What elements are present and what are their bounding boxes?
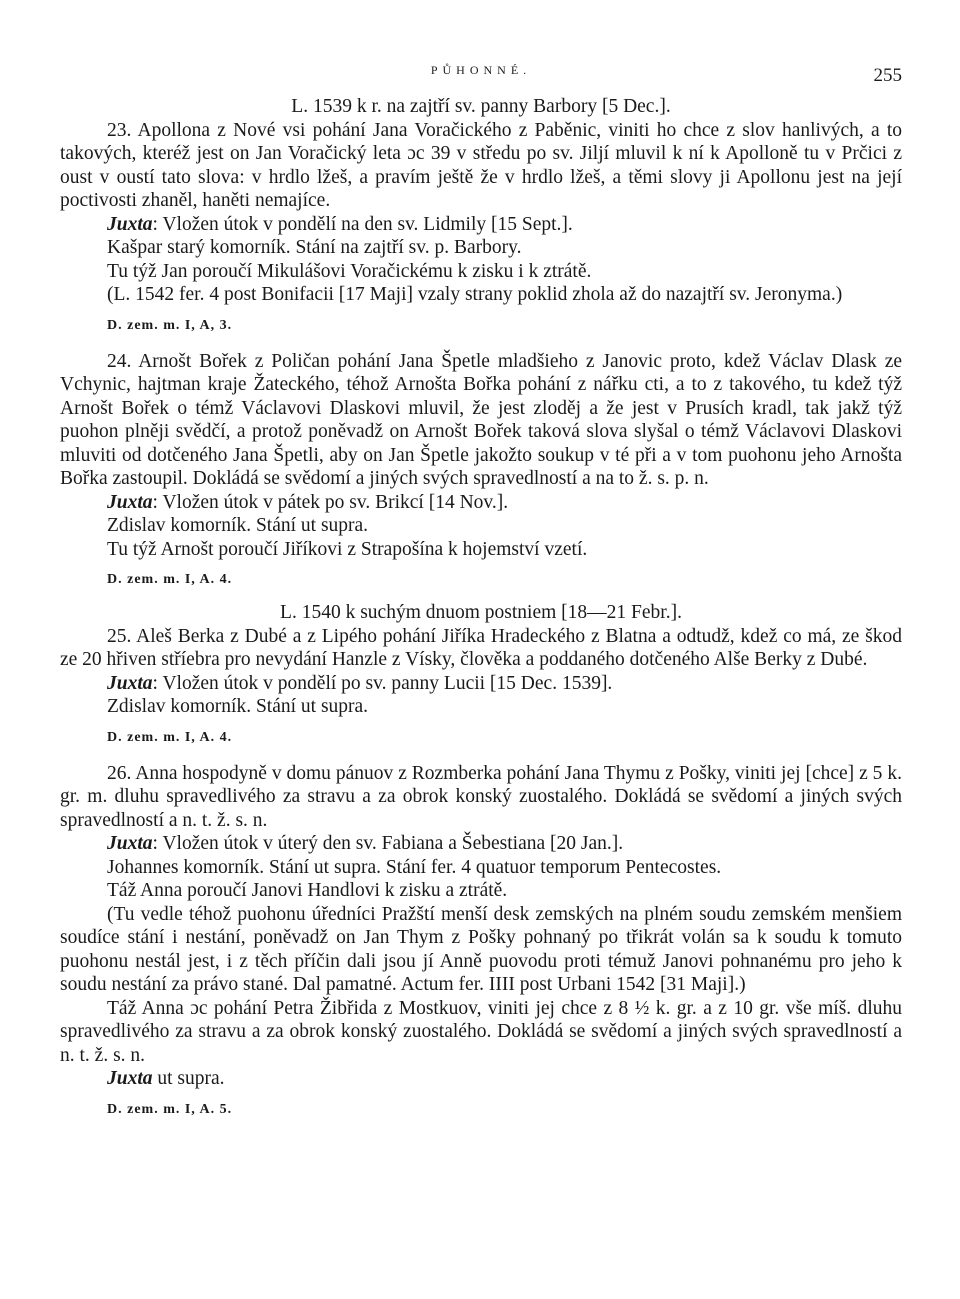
entry-26	[60, 762, 902, 1119]
running-head	[60, 61, 902, 86]
juxta-text: : Vložen útok v pondělí po sv. panny Lucii [15 Dec. 1539].	[152, 672, 613, 694]
entry-26-source: D. zem. m. I, A. 5.	[107, 1101, 233, 1117]
entry-23-text: 23. Apollona z Nové vsi pohání Jana Voračického z Paběnic, viniti ho chce z slov hanlivých, a to takových, kteréž jest on Jan Voračický leta ɔc 39 v středu po sv. Jiljí mluvil k ní k Apolloně tu v Prčici z oust v oustí tato slova: v hrdlo lžeš, a pravím ještě že v hrdlo lžeš, a těmi slovy ji Apollonu jest na její poctivosti zhaněl, haněti nemajíce.	[60, 119, 902, 211]
juxta-label: Juxta	[107, 1068, 153, 1089]
juxta-label: Juxta	[107, 833, 153, 854]
entry-26-second-paragraph: Táž Anna ɔc pohání Petra Žibřida z Mostkuov, viniti jej chce z 8 ½ k. gr. a z 10 gr. vše míš. dluhu spravedlivého za stravu a za obrok konský zuostalého. Dokládá se svědomí a jiných svých spravedlností a n. t. ž. s. n.	[60, 997, 902, 1066]
entry-23-note: (L. 1542 fer. 4 post Bonifacii [17 Maji] vzaly strany poklid zhola až do nazajtří sv. Jeronyma.)	[107, 284, 843, 305]
entry-26-line: Táž Anna poroučí Janovi Handlovi k zisku a ztrátě.	[107, 880, 508, 901]
entry-23	[60, 119, 902, 335]
entry-26-line: Johannes komorník. Stání ut supra. Stání fer. 4 quatuor temporum Pentecostes.	[107, 856, 722, 878]
year-heading-1539: L. 1539 k r. na zajtří sv. panny Barbory [5 Dec.].	[291, 96, 671, 117]
entry-26-juxta-2	[60, 1067, 902, 1091]
entry-24-juxta	[60, 491, 902, 515]
entry-25	[60, 625, 902, 747]
entry-24-text: 24. Arnošt Bořek z Poličan pohání Jana Špetle mladšieho z Janovic proto, kdež Václav Dlask ze Vchynic, hajtman kraje Žateckého, téhož Arnošta Bořka pohání z nářku cti, a to z takového, tu kdež týž Arnošt Bořek o témž Václavovi Dlaskovi mluvil, že jest zloděj a že jest v Prusích kradl, tak jakž týž puohon plněji svědčí, a protož poněvadž on Arnošt Bořek taková slova slyšal o témž Václavovi Dlaskovi mluviti od dotčeného Jana Špetli, aby on Jan Špetle jakožto soukup v té při a v tom puohonu jeho Arnošta Bořka zastoupil. Dokládá se svědomí a jiných svých spravedlností a na to ž. s. p. n.	[60, 350, 902, 489]
entry-26-text: 26. Anna hospodyně v domu pánuov z Rozmberka pohání Jana Thymu z Pošky, viniti jej [chce] z 5 k. gr. m. dluhu spravedlivého za stravu a za obrok konský zuostalého. Dokládá se svědomí a jiných svých spravedlností a n. t. ž. s. n.	[60, 762, 902, 831]
juxta-label: Juxta	[107, 213, 153, 235]
juxta-label: Juxta	[107, 672, 153, 694]
entry-23-source: D. zem. m. I, A, 3.	[107, 317, 233, 333]
entry-23-line: Kašpar starý komorník. Stání na zajtří sv. p. Barbory.	[107, 237, 522, 258]
juxta-text: : Vložen útok v úterý den sv. Fabiana a Šebestiana [20 Jan.].	[152, 833, 624, 854]
juxta-text: : Vložen útok v pátek po sv. Brikcí [14 Nov.].	[152, 491, 509, 513]
juxta-text: : Vložen útok v pondělí na den sv. Lidmily [15 Sept.].	[152, 213, 573, 235]
page-content	[60, 95, 902, 1119]
entry-24-source: D. zem. m. I, A. 4.	[107, 572, 233, 587]
document-page	[60, 0, 902, 1299]
entry-25-juxta	[60, 672, 902, 696]
entry-25-text: 25. Aleš Berka z Dubé a z Lipého pohání Jiříka Hradeckého z Blatna a odtudž, kdež co má, ze škod ze 20 hřiven stříebra pro nevydání Hanzle z Vísky, člověka a poddaného dotčeného Alše Berky z Dubé.	[60, 625, 902, 670]
entry-25-line: Zdislav komorník. Stání ut supra.	[107, 696, 369, 717]
juxta-text: ut supra.	[152, 1068, 225, 1089]
entry-26-note: (Tu vedle téhož puohonu úředníci Pražští menší desk zemských na plném soudu zemském menšiem soudíce stání i nestání, poněvadž on Jan Thym z Pošky pohnaný po třikrát volán sa k soudu k tomuto puohonu nestál jest, i z těch příčin dali jsou jí Anně puovodu proti témuž Janovi pohnanému pro jeho k soudu nestání za právo stané. Dal pamatné. Actum fer. IIII post Urbani 1542 [31 Maji].)	[60, 903, 902, 995]
entry-25-source: D. zem. m. I, A. 4.	[107, 729, 233, 745]
entry-26-juxta	[60, 832, 902, 856]
entry-23-juxta	[60, 213, 902, 237]
juxta-label: Juxta	[107, 491, 153, 513]
entry-24	[60, 350, 902, 590]
entry-24-line: Tu týž Arnošt poroučí Jiříkovi z Strapošína k hojemství vzetí.	[107, 538, 588, 560]
running-title: PŮHONNÉ.	[430, 63, 532, 77]
entry-23-line: Tu týž Jan poroučí Mikulášovi Voračickému k zisku i k ztrátě.	[107, 260, 592, 282]
entry-24-line: Zdislav komorník. Stání ut supra.	[107, 515, 369, 536]
page-number: 255	[873, 65, 902, 86]
year-heading-1540: L. 1540 k suchým dnuom postniem [18—21 Febr.].	[280, 602, 682, 623]
